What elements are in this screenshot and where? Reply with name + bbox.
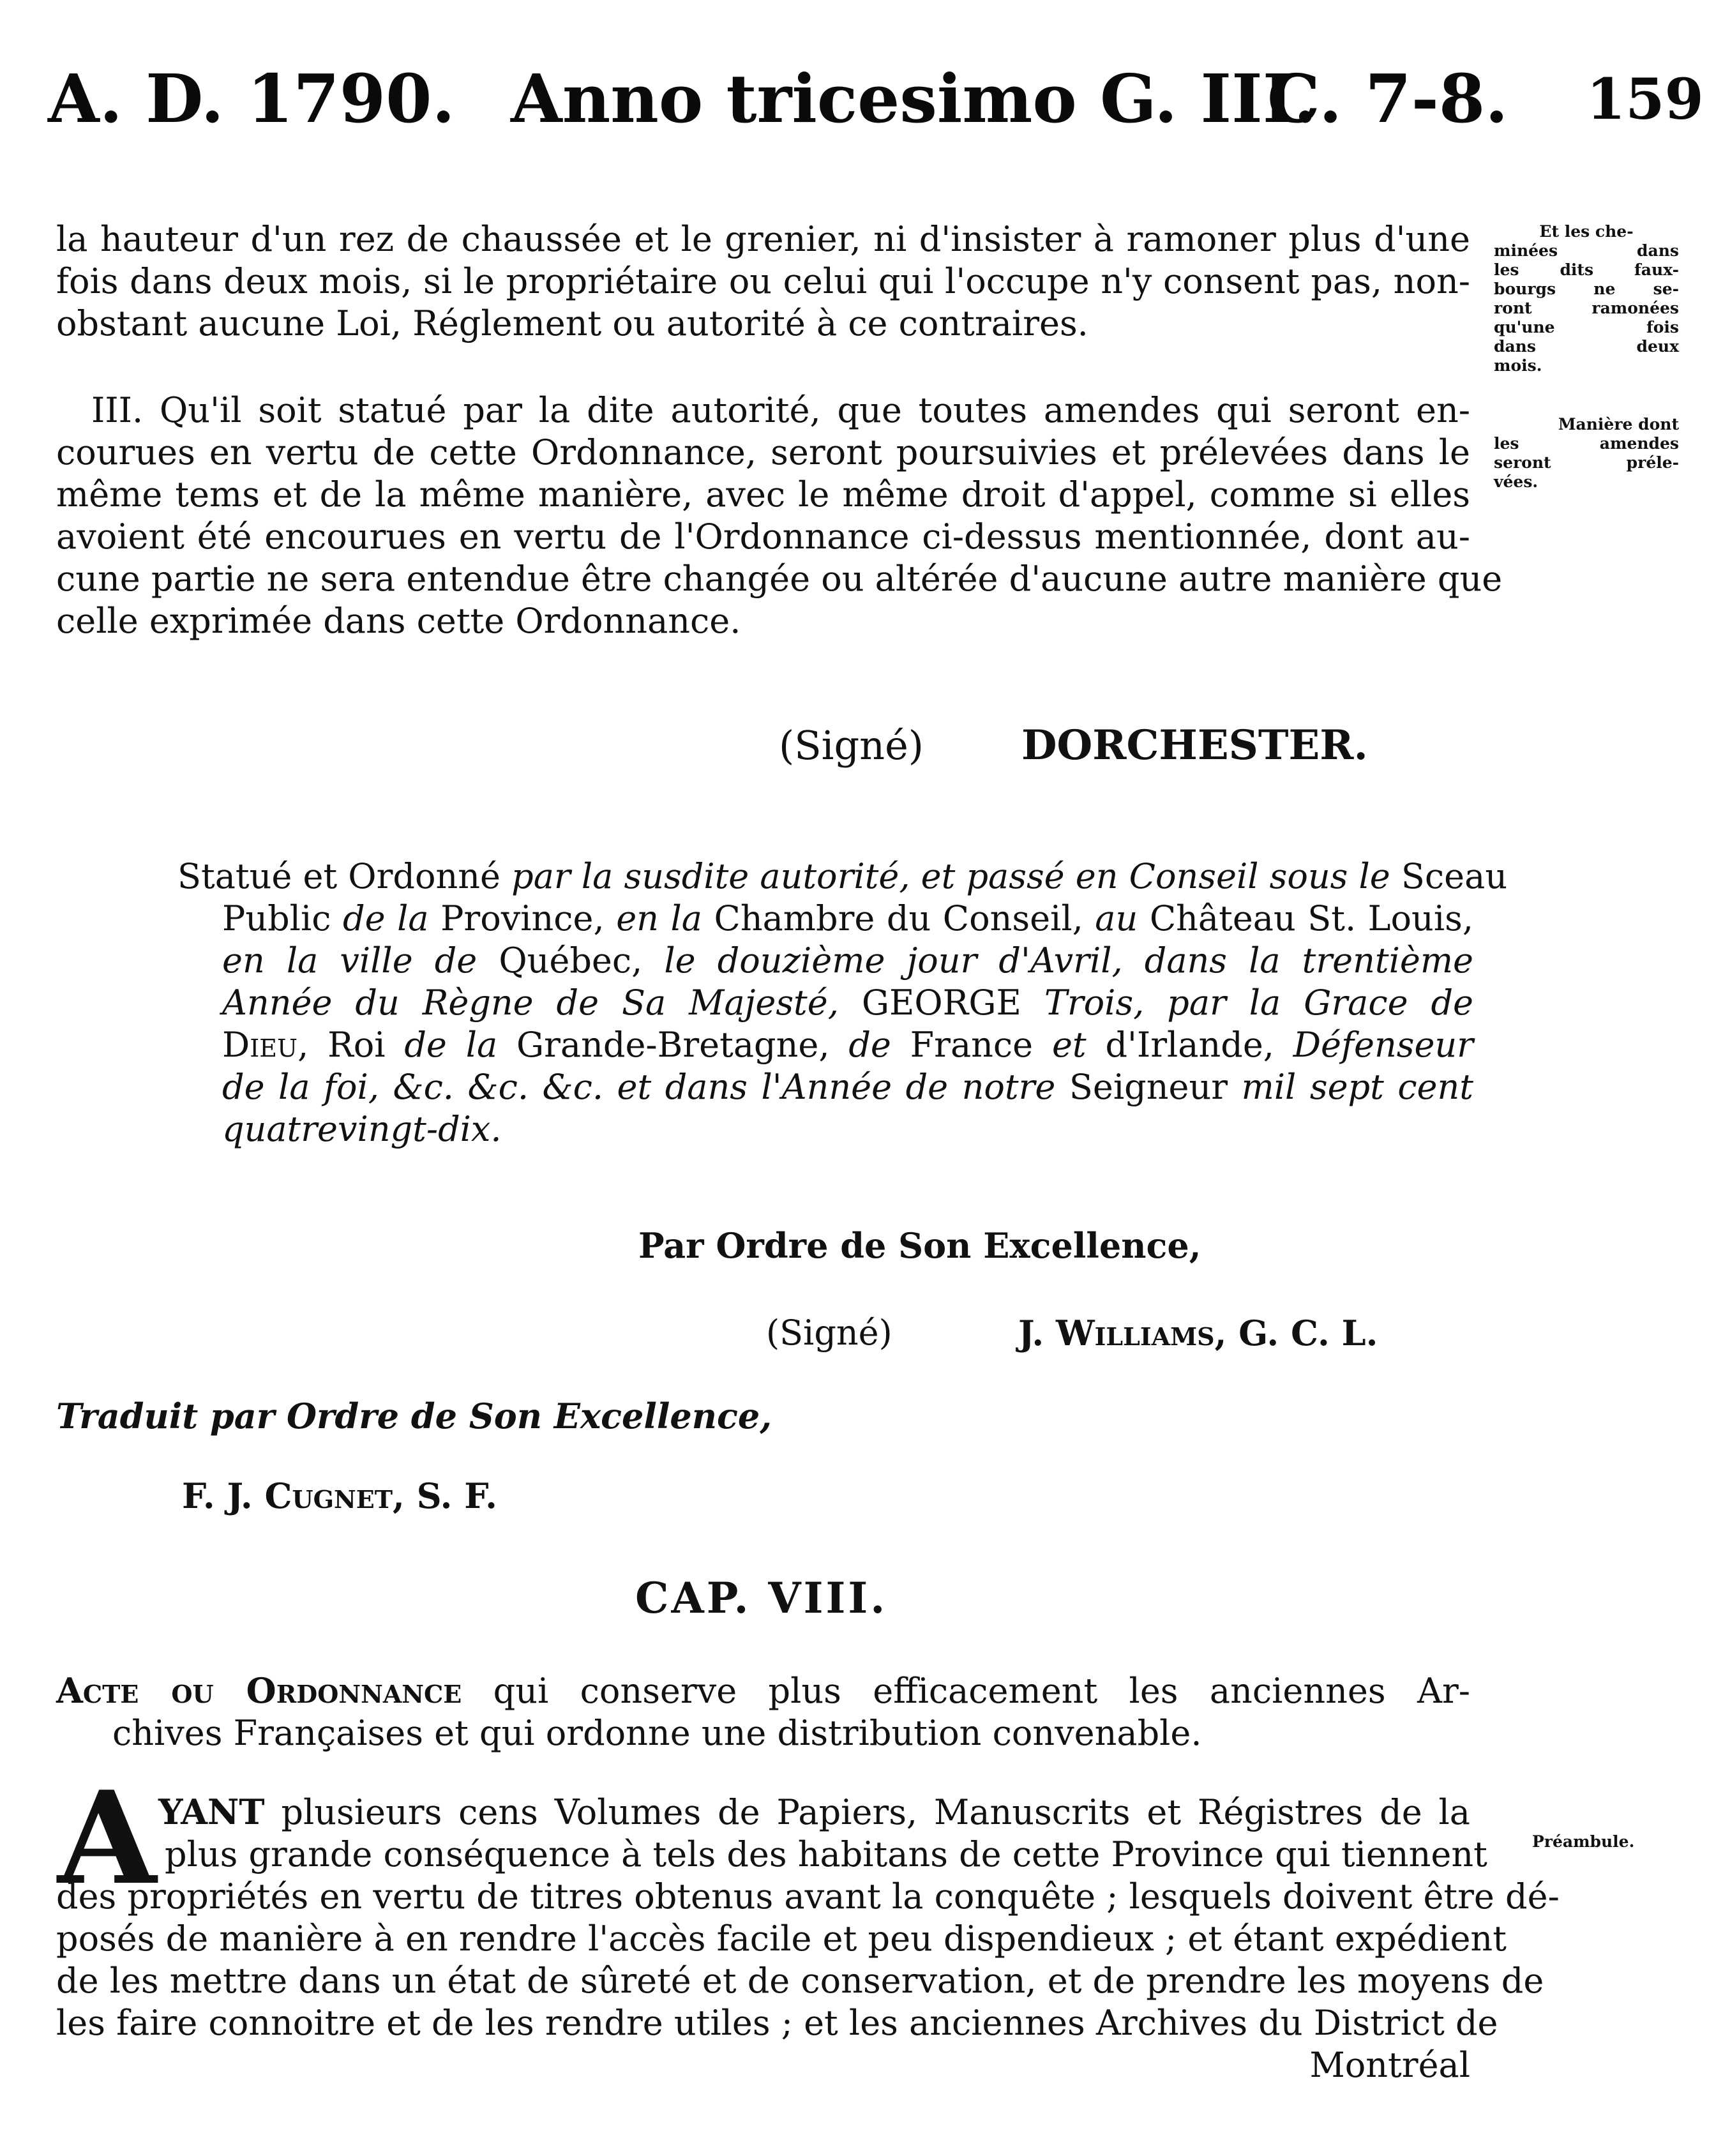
- text-line: fois dans deux mois, si le propriétaire ou celui qui l'occupe n'y consent pas, non-: [56, 261, 1470, 301]
- text-line: [56, 1670, 1470, 1712]
- drop-cap: A: [57, 1763, 157, 1913]
- header-year: A. D. 1790.: [48, 59, 455, 138]
- by-order-line: Par Ordre de Son Excellence,: [638, 1225, 1201, 1266]
- text-line: courues en vertu de cette Ordonnance, seront poursuivies et prélevées dans le: [56, 432, 1470, 472]
- margin-note-line: minées dans: [1494, 241, 1679, 260]
- signatory-dorchester: DORCHESTER.: [1021, 721, 1368, 769]
- chapter-heading: CAP. VIII.: [635, 1573, 888, 1623]
- text-line: Public de la Province, en la Chambre du Conseil, au Château St. Louis,: [222, 898, 1473, 939]
- statute-block: [177, 856, 1508, 1150]
- text-line: chives Françaises et qui ordonne une distribution convenable.: [112, 1713, 1202, 1753]
- margin-note-line: les dits faux-: [1494, 260, 1679, 279]
- text-line: des propriétés en vertu de titres obtenus avant la conquête ; lesquels doivent être dé-: [56, 1876, 1560, 1917]
- text-line: posés de manière à en rendre l'accès facile et peu dispendieux ; et étant expédient: [56, 1919, 1507, 1959]
- text-line: avoient été encourues en vertu de l'Ordonnance ci-dessus mentionnée, dont au-: [56, 516, 1470, 557]
- margin-note-preamble: Préambule.: [1532, 1832, 1635, 1851]
- first-word: YANT: [158, 1791, 265, 1832]
- header-title: Anno tricesimo G. III.: [511, 59, 1317, 138]
- text-line: les faire connoitre et de les rendre utiles ; et les anciennes Archives du District de: [56, 2003, 1498, 2043]
- text-line: quatrevingt-dix.: [222, 1109, 502, 1149]
- act-title-lead: Acte ou Ordonnance: [56, 1670, 462, 1711]
- margin-note-line: qu'une fois: [1494, 318, 1679, 336]
- act-title-rest: qui conserve plus efficacement les anciennes Ar-: [493, 1671, 1471, 1711]
- signatory-williams: J. Williams, G. C. L.: [1018, 1313, 1378, 1353]
- paragraph-section-iii: [56, 389, 1503, 642]
- text-line: Année du Règne de Sa Majesté, GEORGE Trois, par la Grace de: [222, 983, 1474, 1023]
- text-line: plus grande conséquence à tels des habitans de cette Province qui tiennent: [165, 1834, 1487, 1874]
- signe-label: (Signé): [766, 1313, 892, 1353]
- text-line: la hauteur d'un rez de chaussée et le grenier, ni d'insister à ramoner plus d'une: [56, 219, 1470, 259]
- margin-note-line: bourgs ne se-: [1494, 280, 1679, 298]
- text-line: obstant aucune Loi, Réglement ou autorité à ce contraires.: [56, 303, 1088, 343]
- preamble-paragraph: [56, 1791, 1560, 2086]
- text-line: même tems et de la même manière, avec le même droit d'appel, comme si elles: [56, 474, 1470, 515]
- text-line: Dieu, Roi de la Grande-Bretagne, de France et d'Irlande, Défenseur: [222, 1025, 1473, 1065]
- catchword: Montréal: [1309, 2045, 1470, 2085]
- text-line: III. Qu'il soit statué par la dite autorité, que toutes amendes qui seront en-: [91, 390, 1470, 430]
- margin-note-line: dans deux: [1494, 337, 1679, 356]
- header-chapter: C. 7-8.: [1267, 59, 1509, 138]
- text-line: Statué et Ordonné par la susdite autorité, et passé en Conseil sous le Sceau: [177, 856, 1508, 896]
- text-line: en la ville de Québec, le douzième jour d'Avril, dans la trentième: [222, 940, 1473, 981]
- margin-note-line: mois.: [1494, 356, 1542, 375]
- translator-cugnet: F. J. Cugnet, S. F.: [182, 1475, 497, 1516]
- margin-note-line: seront préle-: [1494, 453, 1679, 472]
- text-line: de la foi, &c. &c. &c. et dans l'Année de notre Seigneur mil sept cent: [222, 1067, 1473, 1107]
- text-line: celle exprimée dans cette Ordonnance.: [56, 601, 741, 641]
- margin-note-line: vées.: [1494, 472, 1539, 491]
- text-line: de les mettre dans un état de sûreté et de conservation, et de prendre les moyens de: [56, 1961, 1544, 2001]
- margin-note-line: Manière dont: [1558, 415, 1679, 433]
- text-line: YANT plusieurs cens Volumes de Papiers, Manuscrits et Régistres de la: [158, 1791, 1471, 1832]
- margin-note-chimneys: [1494, 222, 1679, 375]
- page-number: 159: [1586, 66, 1704, 132]
- margin-note-line: les amendes: [1494, 434, 1679, 453]
- paragraph-continuation: [56, 218, 1470, 345]
- margin-note-fines: [1494, 415, 1679, 492]
- act-title: [56, 1670, 1470, 1754]
- translation-line: Traduit par Ordre de Son Excellence,: [56, 1396, 772, 1436]
- signe-label: (Signé): [779, 722, 924, 769]
- margin-note-line: Et les che-: [1539, 222, 1634, 241]
- margin-note-line: ront ramonées: [1494, 299, 1679, 317]
- text-line: cune partie ne sera entendue être changée ou altérée d'aucune autre manière que: [56, 559, 1503, 599]
